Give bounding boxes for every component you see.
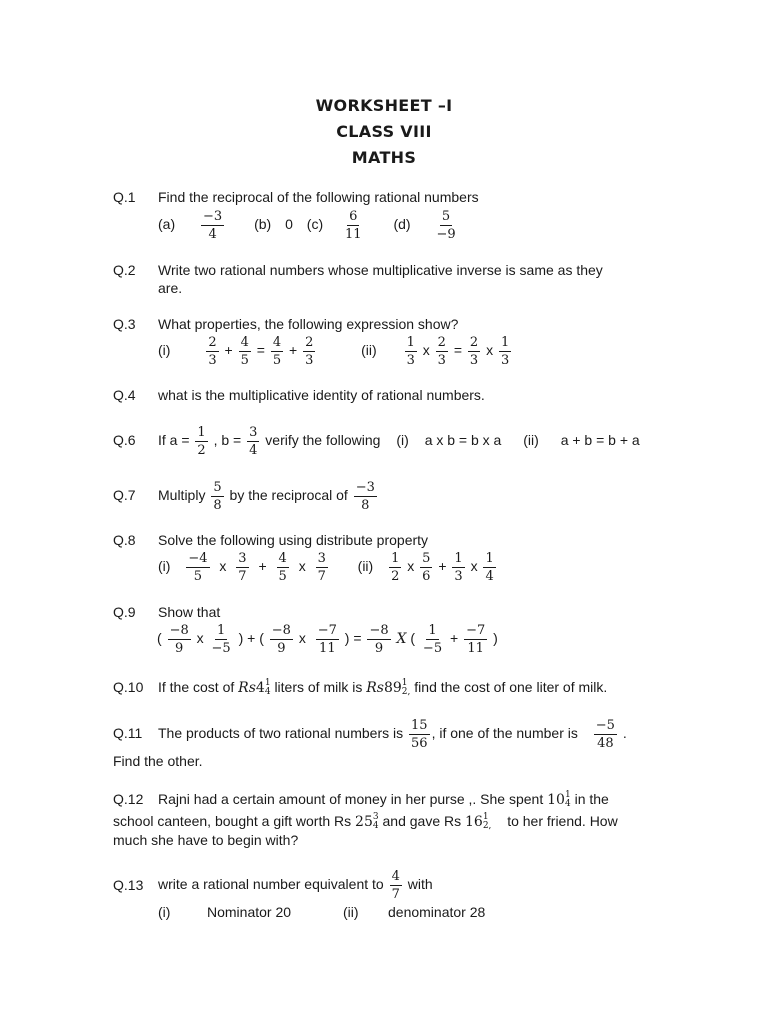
q10-number: Q.10 bbox=[113, 679, 144, 695]
fraction: $\frac{-7}{11}$ bbox=[317, 622, 337, 656]
q13-text: write a rational number equivalent to $\frac{4}{7}$ with bbox=[158, 868, 433, 902]
q2-text-line2: are. bbox=[158, 280, 183, 296]
q13-number: Q.13 bbox=[113, 877, 144, 893]
fraction: $\frac{2}{3}$ bbox=[437, 334, 446, 368]
fraction: $\frac{5}{6}$ bbox=[422, 550, 431, 584]
fraction: $\frac{5}{8}$ bbox=[213, 479, 222, 513]
q1-c-fraction: $\frac{6}{11}$ bbox=[345, 208, 362, 242]
fraction: $\frac{2}{3}$ bbox=[469, 334, 479, 368]
q12-text-line1: Rajni had a certain amount of money in her purse ,. She spent 10 1 4 in the bbox=[158, 790, 609, 809]
fraction: $\frac{1}{3}$ bbox=[406, 334, 415, 368]
q13-part-i-label: (i) bbox=[158, 904, 171, 920]
fraction: $\frac{4}{5}$ bbox=[240, 334, 249, 368]
subject-title: MATHS bbox=[351, 148, 417, 167]
fraction-a: $\frac{1}{2}$ bbox=[197, 424, 206, 458]
fraction: $\frac{-5}{48}$ bbox=[595, 717, 615, 751]
q8-text: Solve the following using distribute property bbox=[158, 532, 429, 548]
fraction-b: $\frac{3}{4}$ bbox=[249, 424, 258, 458]
q2-text-line1: Write two rational numbers whose multiplicative inverse is same as they bbox=[158, 262, 603, 278]
fraction: $\frac{3}{7}$ bbox=[317, 550, 326, 584]
q1-option-a-label: (a) bbox=[158, 216, 176, 232]
fraction: $\frac{4}{7}$ bbox=[391, 868, 400, 902]
fraction: $\frac{15}{56}$ bbox=[411, 717, 428, 751]
fraction: $\frac{-7}{11}$ bbox=[466, 622, 486, 656]
q10-text: If the cost of Rs4 1 4 liters of milk is Rs89 1 2, find the cost of one liter of milk. bbox=[158, 678, 608, 697]
q7-number: Q.7 bbox=[113, 487, 136, 503]
fraction: $\frac{3}{7}$ bbox=[238, 550, 247, 584]
q3-part-ii-label: (ii) bbox=[361, 342, 377, 358]
q11-text-line2: Find the other. bbox=[113, 753, 203, 769]
fraction: $\frac{1}{-5}$ bbox=[211, 622, 231, 656]
q4-text: what is the multiplicative identity of rational numbers. bbox=[158, 387, 485, 403]
fraction: $\frac{1}{2}$ bbox=[391, 550, 400, 584]
fraction: $\frac{-4}{5}$ bbox=[188, 550, 208, 584]
q3-part-i-label: (i) bbox=[158, 342, 171, 358]
q13-part-ii-label: (ii) bbox=[343, 904, 359, 920]
q9-expression: ( $\frac{-8}{9}$ x $\frac{1}{-5}$ ) + ( $\frac{-8}{9}$ x $\frac{-7}{11}$ ) = $\frac{-8}{9}$ X ( $\frac{1}{-5}$ + $\frac{-7}{11}$ ) bbox=[157, 622, 498, 656]
q3-text: What properties, the following expression show? bbox=[158, 316, 459, 332]
q6-number: Q.6 bbox=[113, 432, 136, 448]
q13-part-ii-text: denominator 28 bbox=[388, 904, 486, 920]
q2-number: Q.2 bbox=[113, 262, 136, 278]
q8-expressions: (i) $\frac{-4}{5}$ x $\frac{3}{7}$ + $\frac{4}{5}$ x $\frac{3}{7}$ (ii) $\frac{1}{2}$ x $\frac{5}{6}$ + $\frac{1}{3}$ x $\frac{1}{4}$ bbox=[158, 550, 494, 584]
q1-d-fraction: $\frac{5}{-9}$ bbox=[436, 208, 456, 242]
fraction: $\frac{2}{3}$ bbox=[305, 334, 314, 368]
fraction: $\frac{-8}{9}$ bbox=[271, 622, 291, 656]
q9-text: Show that bbox=[158, 604, 221, 620]
fraction: $\frac{4}{5}$ bbox=[272, 334, 282, 368]
fraction: $\frac{-3}{8}$ bbox=[355, 479, 375, 513]
q8-number: Q.8 bbox=[113, 532, 136, 548]
q1-option-b-label: (b) bbox=[254, 216, 272, 232]
q4-number: Q.4 bbox=[113, 387, 136, 403]
q1-b-value: 0 bbox=[285, 216, 293, 232]
fraction: $\frac{4}{5}$ bbox=[278, 550, 287, 584]
q13-part-i-text: Nominator 20 bbox=[207, 904, 292, 920]
fraction: $\frac{2}{3}$ bbox=[208, 334, 217, 368]
q7-text: Multiply $\frac{5}{8}$ by the reciprocal of $\frac{-3}{8}$ bbox=[158, 479, 375, 513]
q1-a-fraction: $\frac{-3}{4}$ bbox=[203, 208, 223, 242]
fraction: $\frac{1}{3}$ bbox=[500, 334, 510, 368]
q9-number: Q.9 bbox=[113, 604, 136, 620]
q1-text: Find the reciprocal of the following rational numbers bbox=[158, 189, 479, 205]
q1-number: Q.1 bbox=[113, 189, 136, 205]
q11-text: The products of two rational numbers is $\frac{15}{56}$ , if one of the number is $\frac{-5}{48}$ . bbox=[158, 717, 627, 751]
q1-options bbox=[158, 207, 460, 242]
fraction: $\frac{-8}{9}$ bbox=[169, 622, 189, 656]
fraction: $\frac{1}{3}$ bbox=[454, 550, 463, 584]
worksheet-title: WORKSHEET –I bbox=[315, 96, 453, 115]
q12-text-line3: much she have to begin with? bbox=[113, 832, 299, 848]
q3-expressions: (i) $\frac{2}{3}$ + $\frac{4}{5}$ = $\frac{4}{5}$ + $\frac{2}{3}$ (ii) $\frac{1}{3}$ x $\frac{2}{3}$ = $\frac{2}{3}$ x $\frac{1}{3}$ bbox=[158, 334, 510, 368]
fraction: $\frac{1}{-5}$ bbox=[422, 622, 443, 656]
q3-number: Q.3 bbox=[113, 316, 136, 332]
q11-number: Q.11 bbox=[113, 725, 143, 741]
q6-text: If a = $\frac{1}{2}$ , b = $\frac{3}{4}$ verify the following (i) a x b = b x a (ii) a + b = b + a bbox=[158, 424, 640, 458]
class-title: CLASS VIII bbox=[336, 122, 432, 141]
q12-text-line2: school canteen, bought a gift worth Rs 25 3 4 and gave Rs 16 1 2, to her friend. How bbox=[113, 812, 618, 831]
fraction: $\frac{1}{4}$ bbox=[485, 550, 494, 584]
q12-number: Q.12 bbox=[113, 791, 144, 807]
q1-option-c-label: (c) bbox=[306, 216, 324, 232]
fraction: $\frac{-8}{9}$ bbox=[369, 622, 389, 656]
q1-option-d-label: (d) bbox=[393, 216, 411, 232]
